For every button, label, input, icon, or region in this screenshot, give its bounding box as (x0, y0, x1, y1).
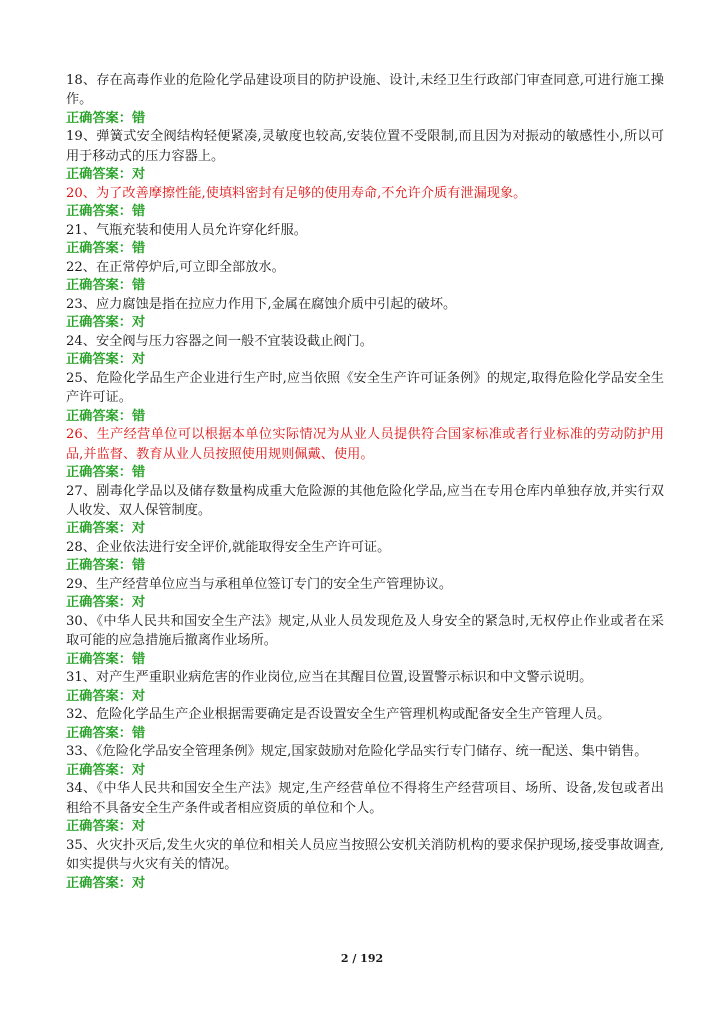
answer-value: 错 (131, 725, 146, 741)
question-block (66, 258, 664, 295)
question-text: 23、应力腐蚀是指在拉应力作用下,金属在腐蚀介质中引起的破坏。 (66, 296, 457, 312)
question-block (66, 612, 664, 668)
answer-label: 正确答案： (66, 651, 132, 667)
answer-label: 正确答案： (66, 408, 132, 424)
question-text: 21、气瓶充装和使用人员允许穿化纤服。 (66, 222, 307, 238)
question-text: 30、《中华人民共和国安全生产法》规定,从业人员发现危及人身安全的紧急时,无权停止作业或者在采取可能的应急措施后撤离作业场所。 (66, 614, 664, 649)
answer-label: 正确答案： (66, 819, 132, 835)
question-text: 28、企业依法进行安全评价,就能取得安全生产许可证。 (66, 540, 391, 556)
answer-label: 正确答案： (66, 352, 132, 368)
answer-label: 正确答案： (66, 241, 132, 257)
answer-line (66, 351, 664, 369)
answer-label: 正确答案： (66, 762, 132, 778)
question-text: 25、危险化学品生产企业进行生产时,应当依照《安全生产许可证条例》的规定,取得危险化学品安全生产许可证。 (66, 370, 664, 406)
question-text: 19、弹簧式安全阀结构轻便紧凑,灵敏度也较高,安装位置不受限制,而且因为对振动的敏感性小,所以可用于移动式的压力容器上。 (66, 129, 664, 164)
question-block (66, 425, 664, 481)
question-block (66, 538, 664, 575)
answer-value: 错 (131, 241, 146, 257)
question-block (66, 221, 664, 258)
question-block (66, 184, 664, 221)
answer-value: 错 (131, 408, 146, 424)
answer-value: 错 (131, 651, 146, 667)
question-block (66, 482, 664, 538)
question-text: 20、为了改善摩擦性能,使填料密封有足够的使用寿命,不允许介质有泄漏现象。 (66, 185, 527, 201)
answer-line (66, 651, 664, 669)
answer-label: 正确答案： (66, 558, 132, 574)
answer-line (66, 464, 664, 482)
question-block (66, 295, 664, 332)
answer-line (66, 557, 664, 575)
answer-line (66, 520, 664, 538)
question-text: 22、在正常停炉后,可立即全部放水。 (66, 259, 285, 275)
question-text: 34、《中华人民共和国安全生产法》规定,生产经营单位不得将生产经营项目、场所、设备,发包或者出租给不具备安全生产条件或者相应资质的单位和个人。 (66, 781, 664, 816)
question-text: 26、生产经营单位可以根据本单位实际情况为从业人员提供符合国家标准或者行业标准的劳动防护用品,并监督、教育从业人员按照使用规则佩戴、使用。 (66, 427, 664, 462)
answer-line (66, 818, 664, 836)
question-block (66, 779, 664, 835)
question-block (66, 71, 664, 127)
question-block (66, 836, 664, 892)
answer-line (66, 240, 664, 258)
question-block (66, 742, 664, 779)
question-text: 33、《危险化学品安全管理条例》规定,国家鼓励对危险化学品实行专门储存、统一配送、集中销售。 (66, 744, 648, 760)
answer-label: 正确答案： (66, 521, 132, 537)
answer-label: 正确答案： (66, 315, 132, 331)
question-block (66, 332, 664, 369)
answer-label: 正确答案： (66, 465, 132, 481)
answer-label: 正确答案： (66, 110, 132, 126)
answer-label: 正确答案： (66, 278, 132, 294)
question-text: 29、生产经营单位应当与承租单位签订专门的安全生产管理协议。 (66, 577, 453, 593)
page-number: 2 / 192 (340, 952, 384, 965)
answer-value: 对 (131, 819, 146, 835)
answer-line (66, 277, 664, 295)
question-block (66, 705, 664, 742)
answer-line (66, 594, 664, 612)
answer-line (66, 166, 664, 184)
answer-value: 对 (131, 595, 146, 611)
answer-label: 正确答案： (66, 204, 132, 220)
answer-value: 错 (131, 110, 146, 126)
answer-value: 对 (131, 521, 146, 537)
answer-line (66, 203, 664, 221)
answer-value: 对 (131, 688, 146, 704)
answer-value: 错 (131, 558, 146, 574)
question-block (66, 668, 664, 705)
question-block (66, 127, 664, 183)
answer-label: 正确答案： (66, 595, 132, 611)
answer-value: 错 (131, 204, 146, 220)
question-text: 31、对产生严重职业病危害的作业岗位,应当在其醒目位置,设置警示标识和中文警示说明。 (66, 670, 593, 686)
answer-line (66, 725, 664, 743)
answer-line (66, 688, 664, 706)
answer-line (66, 762, 664, 780)
answer-line (66, 875, 664, 893)
answer-value: 错 (131, 278, 146, 294)
question-text: 24、安全阀与压力容器之间一般不宜装设截止阀门。 (66, 333, 373, 349)
question-text: 18、存在高毒作业的危险化学品建设项目的防护设施、设计,未经卫生行政部门审查同意,可进行施工操作。 (66, 73, 664, 108)
answer-value: 对 (131, 315, 146, 331)
answer-label: 正确答案： (66, 875, 132, 891)
question-block (66, 575, 664, 612)
question-answer-list (66, 71, 664, 892)
answer-value: 对 (131, 762, 146, 778)
answer-value: 错 (131, 465, 146, 481)
answer-label: 正确答案： (66, 167, 132, 183)
answer-line (66, 110, 664, 128)
question-block (66, 369, 664, 425)
answer-value: 对 (131, 167, 146, 183)
answer-value: 对 (131, 352, 146, 368)
question-text: 35、火灾扑灭后,发生火灾的单位和相关人员应当按照公安机关消防机构的要求保护现场,接受事故调查,如实提供与火灾有关的情况。 (66, 837, 664, 873)
answer-label: 正确答案： (66, 725, 132, 741)
answer-line (66, 408, 664, 426)
question-text: 27、剧毒化学品以及储存数量构成重大危险源的其他危险化学品,应当在专用仓库内单独存放,并实行双人收发、双人保管制度。 (66, 483, 664, 519)
answer-value: 对 (131, 875, 146, 891)
question-text: 32、危险化学品生产企业根据需要确定是否设置安全生产管理机构或配备安全生产管理人员。 (66, 707, 611, 723)
answer-label: 正确答案： (66, 688, 132, 704)
answer-line (66, 314, 664, 332)
